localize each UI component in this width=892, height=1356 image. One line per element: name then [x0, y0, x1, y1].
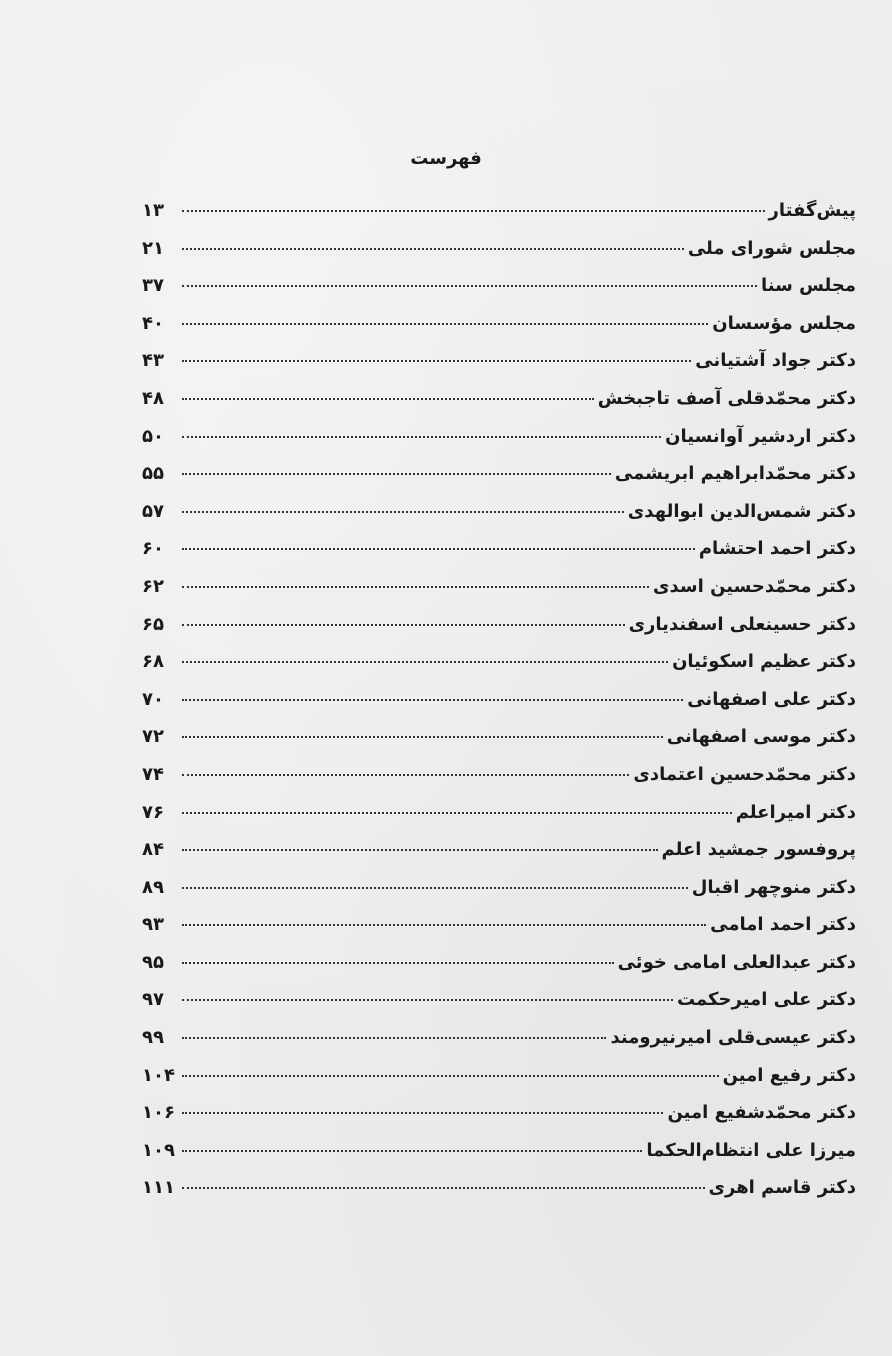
toc-entry-label: پیش‌گفتار — [768, 200, 856, 221]
toc-dot-leader — [182, 661, 668, 663]
toc-entry-label: دکتر امیراعلم — [735, 801, 856, 823]
toc-dot-leader — [182, 624, 625, 626]
toc-entry — [142, 1140, 856, 1178]
toc-entry-page-number: ۶۵ — [142, 613, 164, 635]
toc-entry-label: مجلس شورای ملی — [687, 237, 856, 259]
toc-entry-label: دکتر عیسی‌قلی امیرنیرومند — [610, 1027, 856, 1049]
toc-entry — [142, 802, 856, 840]
toc-entry-page-number: ۹۹ — [142, 1027, 164, 1049]
toc-entry-label: دکتر محمّدابراهیم ابریشمی — [614, 463, 856, 485]
toc-entry-page-number: ۴۳ — [142, 350, 164, 372]
toc-entry-page-number: ۱۰۴ — [142, 1064, 175, 1086]
toc-entry — [142, 426, 856, 464]
toc-dot-leader — [182, 511, 624, 513]
toc-entry — [142, 1102, 856, 1140]
toc-dot-leader — [182, 436, 661, 438]
toc-entry-page-number: ۷۴ — [142, 763, 164, 785]
toc-entry-page-number: ۹۳ — [142, 914, 164, 936]
toc-entry — [142, 726, 856, 764]
toc-entry-label: مجلس سنا — [761, 275, 856, 297]
toc-entry — [142, 576, 856, 614]
toc-dot-leader — [182, 360, 691, 362]
toc-dot-leader — [182, 1187, 705, 1189]
toc-entry-label: دکتر موسی اصفهانی — [666, 726, 856, 748]
toc-dot-leader — [182, 962, 614, 964]
toc-entry — [142, 238, 856, 276]
toc-entry — [142, 388, 856, 426]
toc-entry-page-number: ۵۰ — [142, 425, 164, 447]
toc-entry-page-number: ۹۷ — [142, 989, 164, 1011]
toc-entry-page-number: ۶۸ — [142, 651, 164, 673]
toc-dot-leader — [182, 699, 683, 701]
toc-dot-leader — [182, 999, 673, 1001]
toc-entry-label: دکتر قاسم اهری — [708, 1177, 856, 1199]
toc-entry — [142, 764, 856, 802]
toc-entry — [142, 839, 856, 877]
toc-entry-label: مجلس مؤسسان — [712, 312, 856, 334]
toc-entry-label: دکتر محمّدشفیع امین — [667, 1102, 856, 1124]
toc-entry-label: دکتر شمس‌الدین ابوالهدی — [627, 500, 856, 522]
toc-entry-page-number: ۶۰ — [142, 538, 164, 560]
toc-entry-page-number: ۱۰۶ — [142, 1102, 175, 1124]
toc-dot-leader — [182, 1150, 642, 1152]
toc-entry — [142, 989, 856, 1027]
toc-entry-label: دکتر حسینعلی اسفندیاری — [628, 613, 856, 635]
toc-dot-leader — [182, 398, 594, 400]
toc-entry — [142, 538, 856, 576]
toc-entry-page-number: ۸۴ — [142, 839, 164, 861]
toc-entry-page-number: ۵۵ — [142, 463, 164, 485]
toc-entry-page-number: ۴۰ — [142, 312, 164, 334]
toc-entry-label: پروفسور جمشید اعلم — [661, 839, 856, 861]
toc-entry-label: دکتر اردشیر آوانسیان — [665, 425, 856, 447]
toc-entry — [142, 350, 856, 388]
toc-entry-page-number: ۲۱ — [142, 237, 164, 259]
toc-dot-leader — [182, 473, 611, 475]
toc-entry — [142, 952, 856, 990]
toc-entry — [142, 1065, 856, 1103]
toc-entry — [142, 1027, 856, 1065]
toc-dot-leader — [182, 248, 684, 250]
toc-entry — [142, 1177, 856, 1215]
toc-entry-label: دکتر علی اصفهانی — [687, 688, 856, 710]
toc-entry-label: دکتر عبدالعلی امامی خوئی — [617, 951, 856, 973]
toc-entry-label: دکتر رفیع امین — [722, 1064, 856, 1086]
toc-entry — [142, 877, 856, 915]
toc-dot-leader — [182, 323, 708, 325]
toc-entry-label: دکتر منوچهر اقبال — [691, 876, 856, 898]
page-title: فهرست — [410, 148, 482, 169]
toc-entry-page-number: ۱۱۱ — [142, 1177, 175, 1199]
toc-dot-leader — [182, 548, 695, 550]
toc-dot-leader — [182, 849, 658, 851]
toc-entry-label: دکتر احمد امامی — [710, 914, 856, 936]
table-of-contents — [142, 200, 856, 1215]
toc-entry-page-number: ۵۷ — [142, 500, 164, 522]
toc-entry-label: دکتر علی امیرحکمت — [676, 989, 856, 1011]
toc-entry — [142, 689, 856, 727]
toc-entry-label: دکتر محمّدحسین اعتمادی — [633, 763, 856, 785]
toc-entry — [142, 614, 856, 652]
toc-entry — [142, 914, 856, 952]
toc-dot-leader — [182, 210, 765, 212]
toc-entry-page-number: ۸۹ — [142, 876, 164, 898]
toc-entry — [142, 275, 856, 313]
toc-dot-leader — [182, 924, 706, 926]
toc-entry-page-number: ۹۵ — [142, 951, 164, 973]
toc-dot-leader — [182, 1112, 663, 1114]
toc-entry-page-number: ۶۲ — [142, 575, 164, 597]
toc-entry-label: دکتر محمّدقلی آصف تاجبخش — [597, 387, 856, 409]
toc-dot-leader — [182, 774, 629, 776]
toc-dot-leader — [182, 1075, 719, 1077]
toc-dot-leader — [182, 812, 732, 814]
toc-entry-page-number: ۷۰ — [142, 688, 164, 710]
toc-entry — [142, 200, 856, 238]
toc-entry — [142, 463, 856, 501]
toc-entry — [142, 651, 856, 689]
toc-entry-page-number: ۳۷ — [142, 275, 164, 297]
toc-entry — [142, 313, 856, 351]
toc-dot-leader — [182, 586, 649, 588]
toc-entry-page-number: ۱۰۹ — [142, 1139, 175, 1161]
toc-entry-label: دکتر محمّدحسین اسدی — [653, 575, 856, 597]
toc-entry-label: دکتر جواد آشتیانی — [695, 350, 856, 372]
toc-entry-page-number: ۴۸ — [142, 387, 164, 409]
toc-dot-leader — [182, 736, 663, 738]
toc-entry — [142, 501, 856, 539]
toc-entry-page-number: ۷۶ — [142, 801, 164, 823]
toc-entry-label: دکتر احمد احتشام — [698, 538, 856, 560]
toc-entry-page-number: ۷۲ — [142, 726, 164, 748]
toc-entry-label: دکتر عظیم اسکوئیان — [672, 651, 856, 673]
toc-dot-leader — [182, 1037, 606, 1039]
toc-dot-leader — [182, 887, 688, 889]
toc-entry-label: میرزا علی انتظام‌الحکما — [646, 1139, 856, 1161]
toc-dot-leader — [182, 285, 757, 287]
toc-entry-page-number: ۱۳ — [142, 200, 164, 221]
